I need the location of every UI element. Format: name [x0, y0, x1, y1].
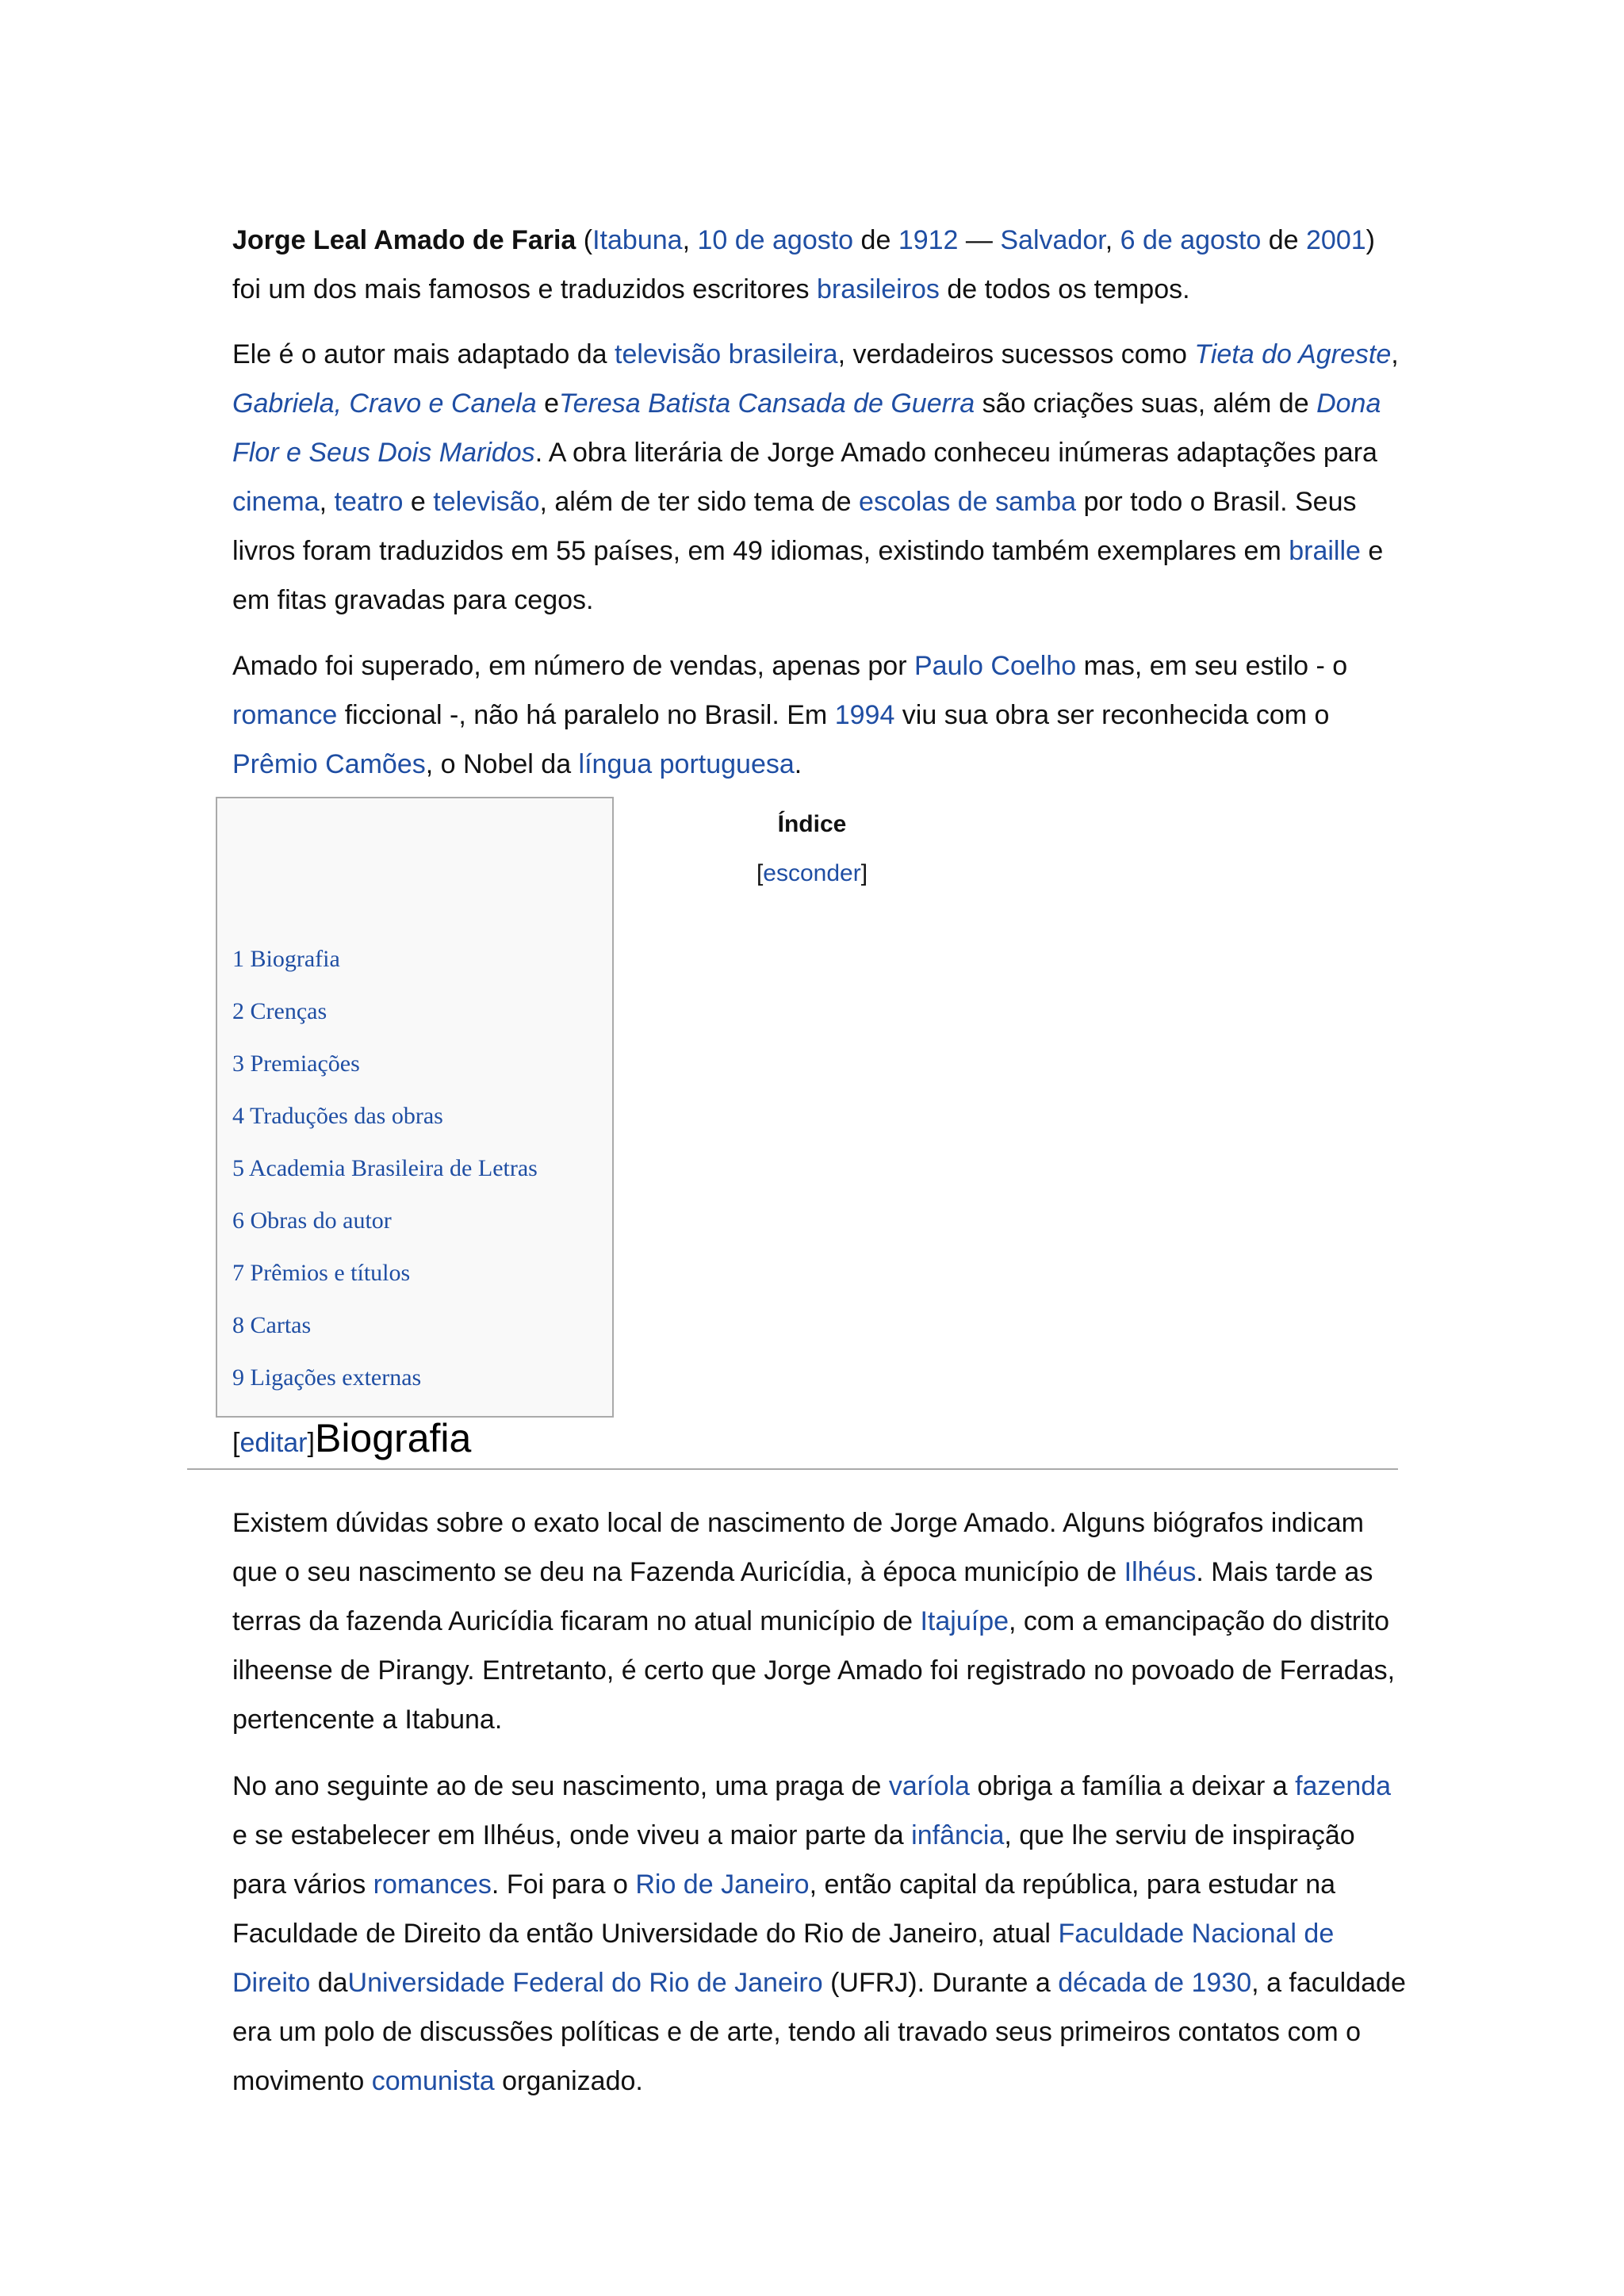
toc-item-academia[interactable] [232, 1153, 538, 1205]
text-run: (UFRJ). Durante a [822, 1968, 1059, 1998]
link-escolas-de-samba[interactable]: escolas de samba [859, 487, 1077, 517]
toc-item-label: 4 Traduções das obras [232, 1103, 443, 1129]
link-decada-1930[interactable]: década de 1930 [1058, 1968, 1252, 1998]
link-cinema[interactable]: cinema [232, 487, 320, 517]
text-run: . Mais tarde as terras da fazenda Auricídia ficaram no atual município de [232, 1557, 1373, 1636]
section-title: Biografia [314, 1416, 472, 1460]
toc-item-ligacoes[interactable] [232, 1362, 538, 1414]
link-teresa-batista[interactable]: Teresa Batista Cansada de Guerra [559, 388, 975, 419]
toc-item-label: 2 Crenças [232, 998, 327, 1024]
toc-item-label: 9 Ligações externas [232, 1364, 422, 1391]
edit-link-wrapper [232, 1428, 315, 1458]
link-braille[interactable]: braille [1289, 536, 1361, 566]
text-run: por todo o Brasil. Seus livros foram traduzidos em 55 países, em 49 idiomas, existindo também exemplares em [232, 487, 1357, 566]
text-run: de todos os tempos. [939, 274, 1190, 304]
adaptations-paragraph [232, 330, 1406, 625]
link-televisao[interactable]: televisão [433, 487, 540, 517]
childhood-paragraph [232, 1762, 1406, 2106]
toc-item-label: 1 Biografia [232, 946, 340, 972]
text-run: . A obra literária de Jorge Amado conheceu inúmeras adaptações para [534, 438, 1377, 468]
toc-item-label: 6 Obras do autor [232, 1207, 392, 1234]
link-faculdade-nacional[interactable]: Faculdade Nacional de Direito [232, 1919, 1335, 1998]
text-run: , [319, 487, 335, 517]
text-run: ( [576, 225, 593, 255]
text-run: obriga a família a deixar a [969, 1771, 1296, 1801]
section-divider [187, 1468, 1398, 1470]
section-heading-biografia [232, 1415, 1398, 1468]
link-death-year[interactable]: 2001 [1306, 225, 1366, 255]
birthplace-paragraph [232, 1498, 1406, 1744]
link-romance[interactable]: romance [232, 700, 338, 730]
text-run: , além de ter sido tema de [539, 487, 860, 517]
toc-item-obras[interactable] [232, 1205, 538, 1257]
toc-item-label: 8 Cartas [232, 1312, 312, 1338]
link-comunista[interactable]: comunista [371, 2066, 495, 2096]
text-run: , o Nobel da [425, 749, 579, 779]
text-run: Amado foi superado, em número de vendas, apenas por [232, 651, 914, 681]
link-birth-day[interactable]: 10 de agosto [697, 225, 854, 255]
text-run: . Foi para o [491, 1869, 636, 1900]
text-run: , [1391, 339, 1399, 369]
bracket: ] [307, 1428, 315, 1458]
text-run: ) [1365, 225, 1375, 255]
link-infancia[interactable]: infância [911, 1820, 1005, 1850]
text-run: de [853, 225, 898, 255]
text-run: , [682, 225, 698, 255]
bracket: ] [860, 860, 868, 886]
toc-item-crencas[interactable] [232, 996, 538, 1048]
link-1994[interactable]: 1994 [834, 700, 895, 730]
link-televisao-brasileira[interactable]: televisão brasileira [615, 339, 838, 369]
link-teatro[interactable]: teatro [334, 487, 404, 517]
text-run: da [310, 1968, 348, 1998]
text-run: , com a emancipação do distrito ilheense de Pirangy. Entretanto, é certo que Jorge Amado foi registrado no povoado de Ferradas, pertencente a Itabuna. [232, 1606, 1396, 1735]
link-gabriela[interactable]: Gabriela, Cravo e Canela [232, 388, 537, 419]
toc-item-label: 5 Academia Brasileira de Letras [232, 1155, 538, 1181]
link-rio-de-janeiro[interactable]: Rio de Janeiro [635, 1869, 810, 1900]
text-run: , [1105, 225, 1120, 255]
toc-hide-link[interactable]: esconder [763, 860, 861, 886]
text-run: . [794, 749, 802, 779]
link-fazenda[interactable]: fazenda [1295, 1771, 1392, 1801]
link-variola[interactable]: varíola [888, 1771, 970, 1801]
intro-paragraph [232, 216, 1406, 314]
toc-list [232, 943, 538, 1414]
link-romances[interactable]: romances [373, 1869, 492, 1900]
text-run: No ano seguinte ao de seu nascimento, uma praga de [232, 1771, 889, 1801]
text-run: viu sua obra ser reconhecida com o [894, 700, 1330, 730]
text-run: Existem dúvidas sobre o exato local de nascimento de Jorge Amado. Alguns biógrafos indicam que o seu nascimento se deu na Fazenda Auricídia, à época município de [232, 1508, 1364, 1587]
text-run: e [536, 388, 560, 419]
toc-item-premiacoes[interactable] [232, 1048, 538, 1100]
subject-name: Jorge Leal Amado de Faria [232, 225, 576, 255]
text-run: foi um dos mais famosos e traduzidos escritores [232, 274, 817, 304]
text-run: e se estabelecer em Ilhéus, onde viveu a maior parte da [232, 1820, 912, 1850]
sales-paragraph [232, 641, 1406, 789]
link-tieta-do-agreste[interactable]: Tieta do Agreste [1194, 339, 1392, 369]
text-run: e [403, 487, 434, 517]
link-lingua-portuguesa[interactable]: língua portuguesa [578, 749, 795, 779]
toc-item-biografia[interactable] [232, 943, 538, 996]
link-itajuipe[interactable]: Itajuípe [920, 1606, 1009, 1636]
link-death-day[interactable]: 6 de agosto [1120, 225, 1262, 255]
bracket: [ [232, 1428, 240, 1458]
toc-item-premios[interactable] [232, 1257, 538, 1310]
text-run: de [1261, 225, 1307, 255]
toc-toggle [0, 860, 1624, 887]
text-run: e em fitas gravadas para cegos. [232, 536, 1384, 615]
toc-item-label: 7 Prêmios e títulos [232, 1260, 411, 1286]
text-run: Ele é o autor mais adaptado da [232, 339, 615, 369]
link-dona-flor[interactable]: Dona Flor e Seus Dois Maridos [232, 388, 1381, 468]
link-ilheus[interactable]: Ilhéus [1124, 1557, 1197, 1587]
text-run: organizado. [494, 2066, 643, 2096]
text-run: , verdadeiros sucessos como [837, 339, 1195, 369]
link-salvador[interactable]: Salvador [1000, 225, 1105, 255]
text-run: mas, em seu estilo - o [1076, 651, 1348, 681]
link-itabuna[interactable]: Itabuna [592, 225, 683, 255]
toc-item-label: 3 Premiações [232, 1050, 360, 1077]
text-run: são criações suas, além de [975, 388, 1317, 419]
link-brasileiros[interactable]: brasileiros [816, 274, 940, 304]
text-run: , que lhe serviu de inspiração para vários [232, 1820, 1355, 1900]
toc-title: Índice [777, 811, 847, 837]
bracket: [ [756, 860, 764, 886]
text-run: , a faculdade era um polo de discussões políticas e de arte, tendo ali travado seus primeiros contatos com o movimento [232, 1968, 1406, 2096]
link-birth-year[interactable]: 1912 [898, 225, 959, 255]
toc-item-cartas[interactable] [232, 1310, 538, 1362]
link-premio-camoes[interactable]: Prêmio Camões [232, 749, 426, 779]
link-paulo-coelho[interactable]: Paulo Coelho [914, 651, 1077, 681]
text-run: , então capital da república, para estudar na Faculdade de Direito da então Universidade do Rio de Janeiro, atual [232, 1869, 1336, 1949]
toc-item-traducoes[interactable] [232, 1100, 538, 1153]
text-run: — [958, 225, 1001, 255]
edit-link[interactable]: editar [239, 1428, 308, 1458]
text-run: ficcional -, não há paralelo no Brasil. Em [337, 700, 835, 730]
link-ufrj[interactable]: Universidade Federal do Rio de Janeiro [347, 1968, 823, 1998]
